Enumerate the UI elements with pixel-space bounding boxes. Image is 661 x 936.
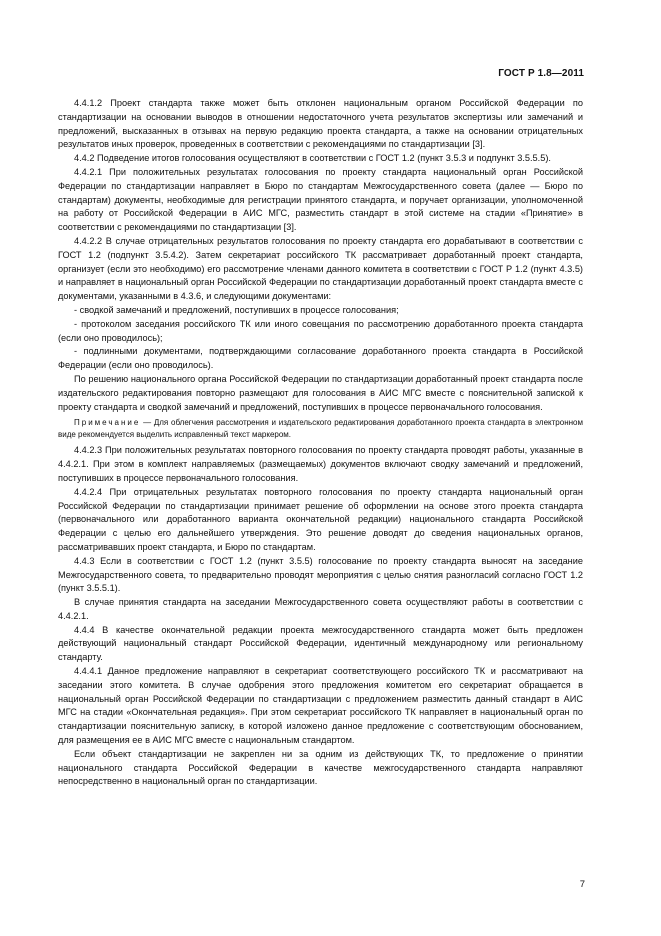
paragraph-4-4-2-2: 4.4.2.2 В случае отрицательных результатов голосования по проекту стандарта его дорабатывают в соответствии с ГОСТ 1.2 (подпункт 3.5.4.2). Затем секретариат российского ТК рассматривает доработанный проект стандарта, организует (если это необходимо) его рассмотрение членами данного комитета в соответствии с ГОСТ Р 1.2 (пункт 4.3.5) и направляет в национальный орган Российской Федерации по стандартизации доработанный проект стандарта вместе с документами, указанными в 4.3.6, и следующими документами: [58,235,583,302]
paragraph-4-4-2-1: 4.4.2.1 При положительных результатах голосования по проекту стандарта национальный орган Российской Федерации по стандартизации направляет в Бюро по стандартам Межгосударственного совета (далее — Бюро по стандартам) документы, необходимые для регистрации принятого стандарта, и поручает организации, уполномоченной на работу от Российской Федерации в АИС МГС, разместить стандарт в этой системе на стадии «Принятие» в соответствии с рекомендациями по стандартизации [3]. [58,166,583,233]
paragraph-4-4-2-4: 4.4.2.4 При отрицательных результатах повторного голосования по проекту стандарта национальный орган Российской Федерации по стандартизации принимает решение об оформлении на основе этого проекта стандарта (первоначального или доработанного варианта окончательной редакции) национального стандарта Российской Федерации с целью его дальнейшего утверждения. Это решение доводят до сведения национальных органов, рассматривавших проект стандарта, и Бюро по стандартам. [58,486,583,552]
paragraph-no-tk: Если объект стандартизации не закреплен ни за одним из действующих ТК, то предложение о принятии национального стандарта Российской Федерации в качестве межгосударственного стандарта направляют непосредственно в национальный орган по стандартизации. [58,748,583,787]
paragraph-repeat-vote: По решению национального органа Российской Федерации по стандартизации доработанный проект стандарта после издательского редактирования повторно размещают для голосования в АИС МГС вместе с пояснительной запиской к проекту стандарта и сводкой замечаний и предложений, поступивших в процессе первоначального голосования. [58,373,583,412]
paragraph-4-4-2-3: 4.4.2.3 При положительных результатах повторного голосования по проекту стандарта проводят работы, указанные в 4.4.2.1. При этом в комплект направляемых (размещаемых) документов включают сводку замечаний и предложений, поступивших в процессе первоначального голосования. [58,445,583,483]
paragraph-4-4-4-1: 4.4.4.1 Данное предложение направляют в секретариат соответствующего российского ТК и рассматривают на заседании этого комитета. В случае одобрения этого предложения комитетом его секретариат обращается в национальный орган Российской Федерации по стандартизации с предложением разместить данный стандарт в АИС МГС на стадии «Окончательная редакция». При этом секретариат российского ТК направляет в национальный орган по стандартизации пояснительную записку, в которой изложено данное предложение с соответствующим обоснованием, для размещения ее в АИС МГС вместе с национальным стандартом. [58,666,583,746]
list-item-summary: - сводкой замечаний и предложений, поступивших в процессе голосования; [74,304,399,315]
list-item-originals: - подлинными документами, подтверждающими согласование доработанного проекта стандарта в Российской Федерации (если оно проводилось). [58,346,583,371]
paragraph-4-4-4: 4.4.4 В качестве окончательной редакции проекта межгосударственного стандарта может быть предложен действующий национальный стандарт Российской Федерации, идентичный международному или региональному стандарту. [58,624,583,663]
paragraph-4-4-1-2: 4.4.1.2 Проект стандарта также может быть отклонен национальным органом Российской Федерации по стандартизации на основании выводов в отношении недостаточного учета результатов экспертизы или замечаний и предложений, высказанных в отзывах на первую редакцию проекта стандарта, а также на основании отрицательных результатов иных проверок, проведенных в соответствии с рекомендациями по стандартизации [3]. [58,98,583,150]
note-text: — Для облегчения рассмотрения и издательского редактирования доработанного проекта стандарта в электронном виде рекомендуется выделить исправленный текст маркером. [58,418,583,439]
document-header: ГОСТ Р 1.8—2011 [498,68,584,79]
paragraph-4-4-3: 4.4.3 Если в соответствии с ГОСТ 1.2 (пункт 3.5.5) голосование по проекту стандарта выносят на заседание Межгосударственного совета, то предварительно проводят мероприятия с целью снятия разногласий согласно ГОСТ 1.2 (пункт 3.5.5.1). [58,555,583,594]
paragraph-council-adoption: В случае принятия стандарта на заседании Межгосударственного совета осуществляют работы в соответствии с 4.4.2.1. [58,597,583,621]
note [58,417,583,440]
page-number: 7 [579,879,585,890]
paragraph-4-4-2: 4.4.2 Подведение итогов голосования осуществляют в соответствии с ГОСТ 1.2 (пункт 3.5.3 и подпункт 3.5.5.5). [74,153,551,164]
list-item-protocol: - протоколом заседания российского ТК или иного совещания по рассмотрению доработанного проекта стандарта (если оно проводилось); [58,318,583,343]
document-body [58,97,583,789]
note-label: Примечание [74,418,141,428]
